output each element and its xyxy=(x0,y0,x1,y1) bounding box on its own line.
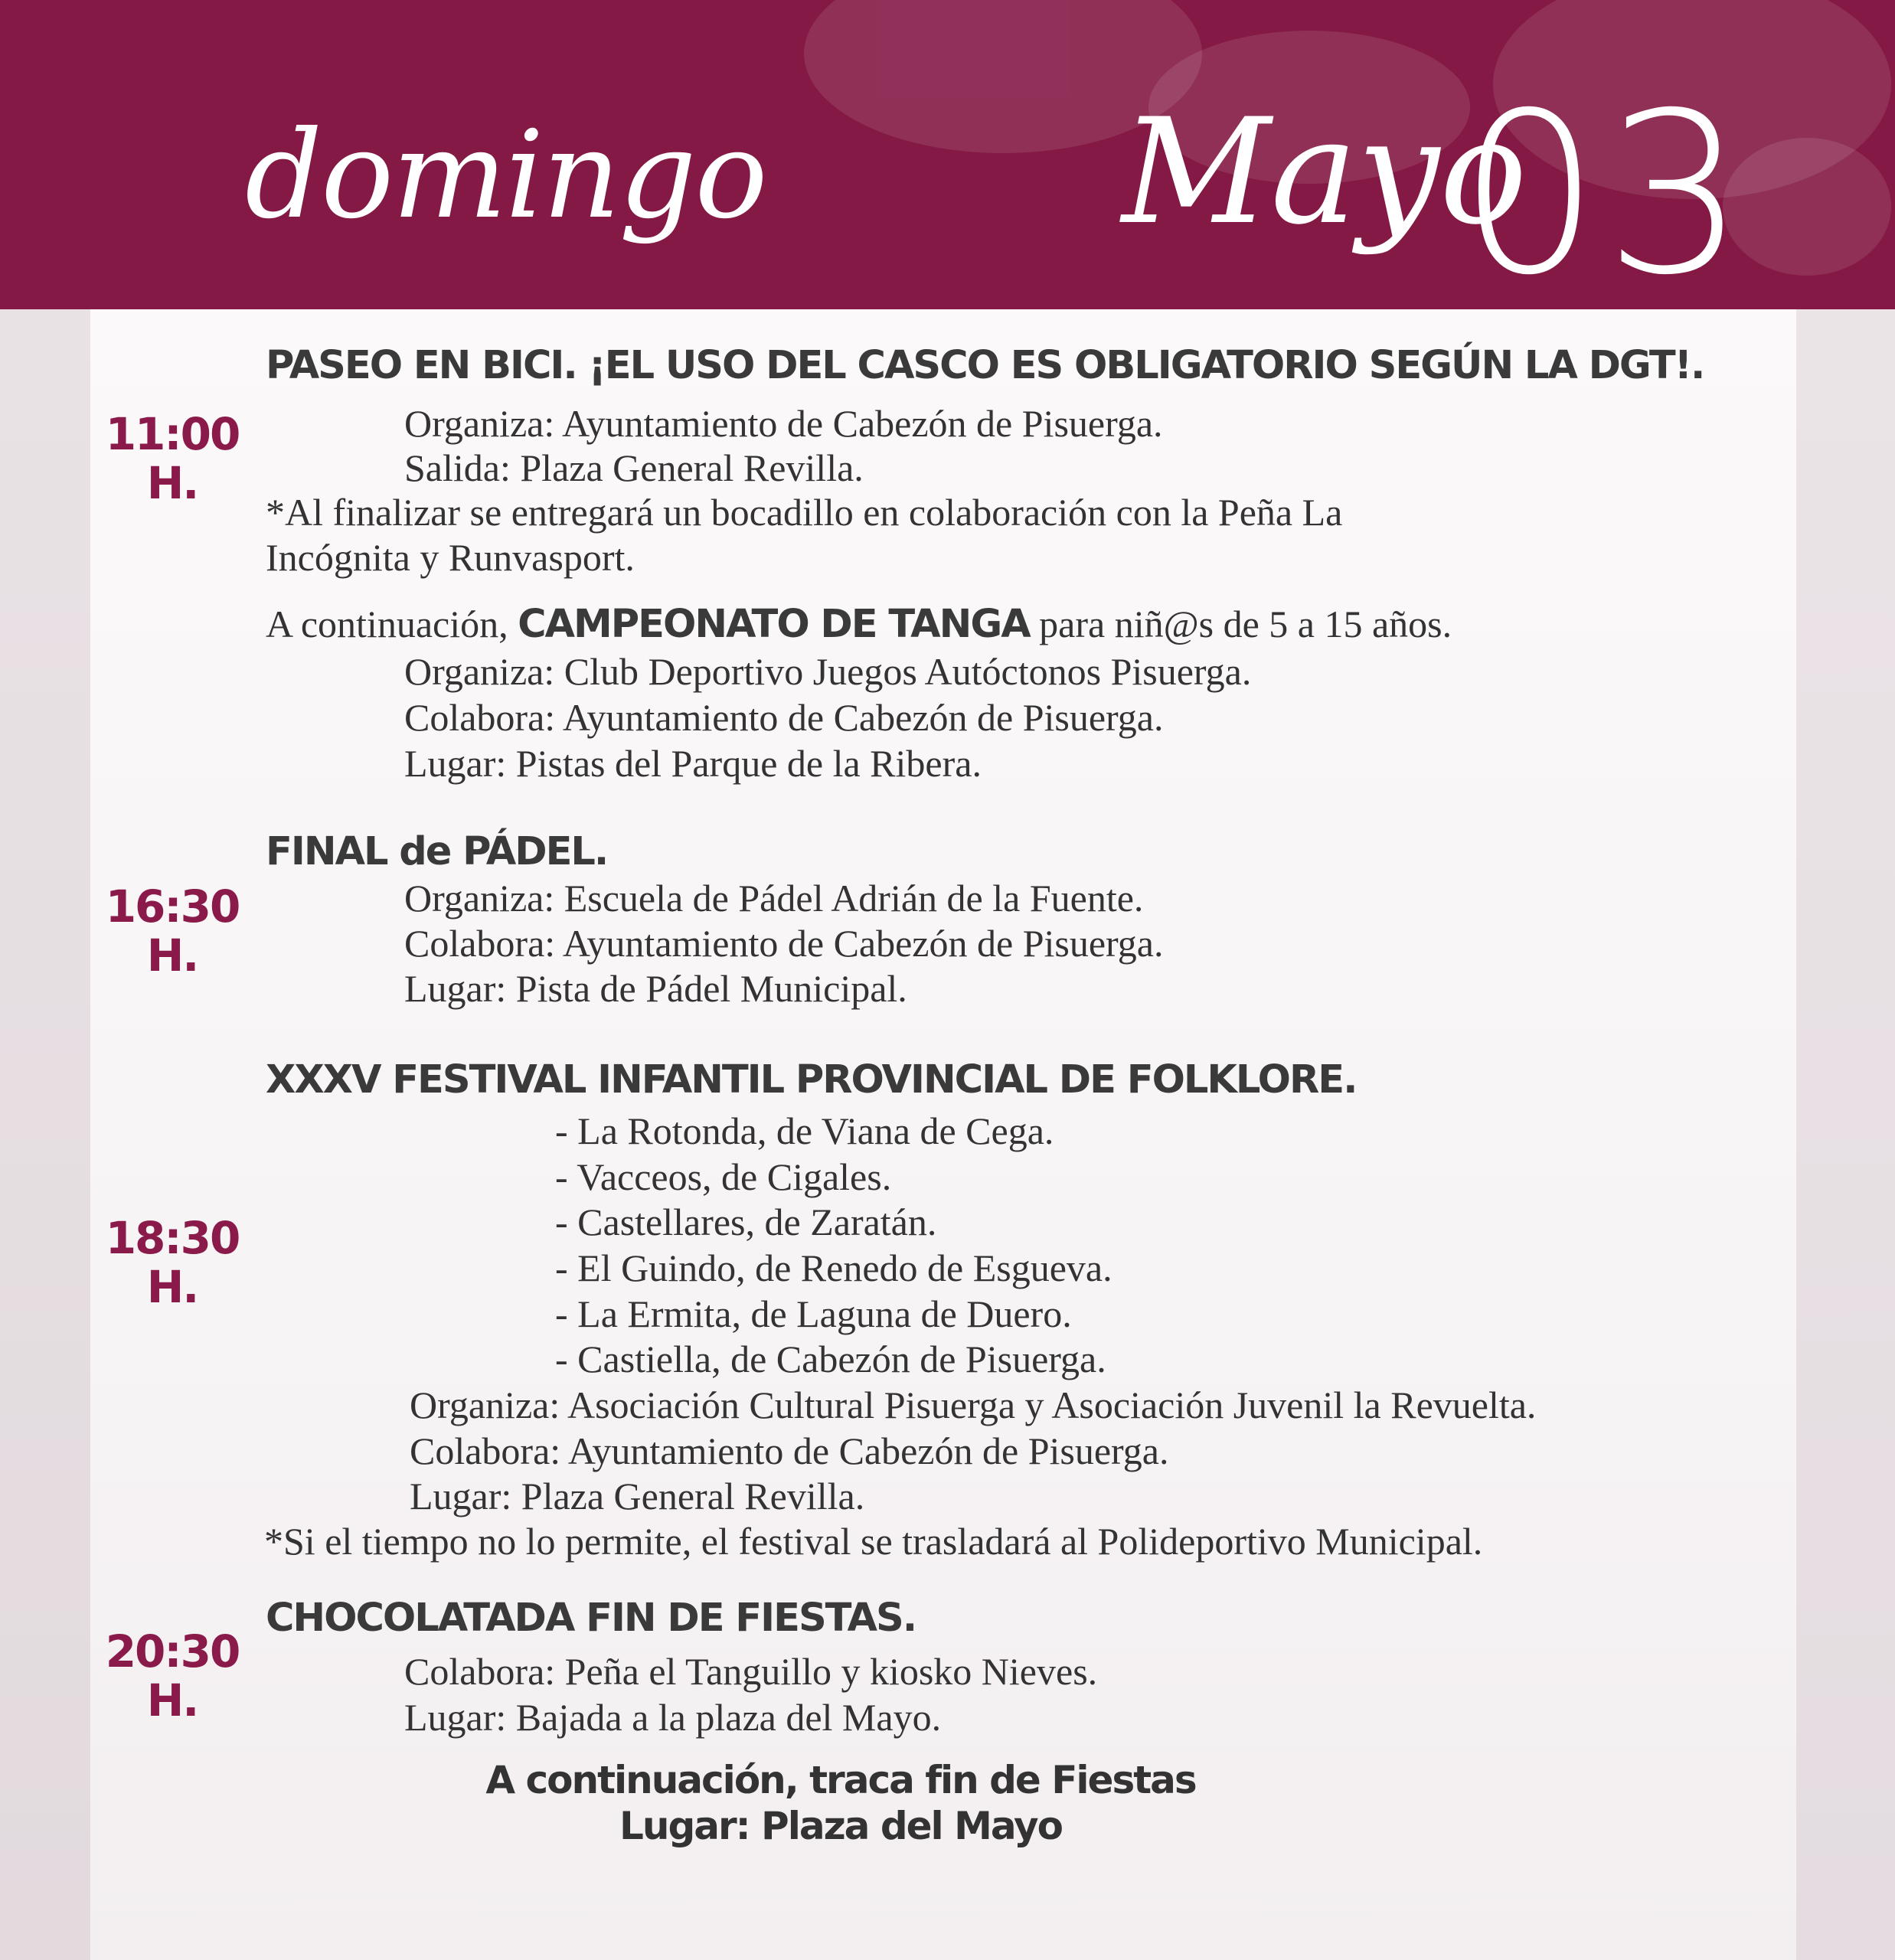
event-detail: Organiza: Ayuntamiento de Cabezón de Pisuerga. xyxy=(404,402,1163,445)
event-title: CHOCOLATADA FIN DE FIESTAS. xyxy=(266,1596,916,1641)
time-suffix: H. xyxy=(146,929,198,982)
event-detail: Lugar: Pistas del Parque de la Ribera. xyxy=(404,742,982,785)
event-time xyxy=(96,1214,249,1312)
time-value: 18:30 xyxy=(105,1212,240,1264)
month-name: Mayo xyxy=(1122,87,1527,256)
background-wash xyxy=(1796,309,1895,1960)
event-note: *Al finalizar se entregará un bocadillo en colaboración con la Peña La xyxy=(266,491,1343,534)
time-suffix: H. xyxy=(146,1261,198,1313)
event-detail: Organiza: Escuela de Pádel Adrián de la Fuente. xyxy=(404,877,1144,920)
event-detail: Colabora: Ayuntamiento de Cabezón de Pisuerga. xyxy=(410,1429,1169,1472)
event-detail: Organiza: Asociación Cultural Pisuerga y Asociación Juvenil la Revuelta. xyxy=(410,1383,1537,1426)
folklore-group: - Castiella, de Cabezón de Pisuerga. xyxy=(555,1338,1106,1380)
event-note: *Si el tiempo no lo permite, el festival se trasladará al Polideportivo Municipal. xyxy=(264,1520,1483,1563)
event-detail: Lugar: Bajada a la plaza del Mayo. xyxy=(404,1696,942,1739)
event-detail: Organiza: Club Deportivo Juegos Autóctonos Pisuerga. xyxy=(404,650,1252,693)
continuation-prefix: A continuación, xyxy=(266,603,518,645)
event-time xyxy=(96,1627,249,1725)
event-detail: Colabora: Peña el Tanguillo y kiosko Nieves. xyxy=(404,1650,1098,1693)
folklore-group: - Castellares, de Zaratán. xyxy=(555,1200,937,1243)
background-wash xyxy=(0,309,90,1960)
continuation-line xyxy=(266,602,1452,647)
event-detail: Colabora: Ayuntamiento de Cabezón de Pisuerga. xyxy=(404,922,1164,965)
event-time xyxy=(96,882,249,980)
event-title: PASEO EN BICI. ¡EL USO DEL CASCO ES OBLIGATORIO SEGÚN LA DGT!. xyxy=(266,343,1704,388)
folklore-group: - El Guindo, de Renedo de Esgueva. xyxy=(555,1246,1112,1289)
folklore-group: - La Ermita, de Laguna de Duero. xyxy=(555,1292,1072,1335)
time-value: 11:00 xyxy=(105,408,240,460)
event-detail: Colabora: Ayuntamiento de Cabezón de Pisuerga. xyxy=(404,696,1164,739)
folklore-group: - La Rotonda, de Viana de Cega. xyxy=(555,1109,1054,1152)
time-value: 16:30 xyxy=(105,880,240,933)
day-name: domingo xyxy=(245,105,766,246)
continuation-highlight: CAMPEONATO DE TANGA xyxy=(518,602,1030,647)
event-note: Incógnita y Runvasport. xyxy=(266,536,635,579)
time-suffix: H. xyxy=(146,457,198,509)
time-suffix: H. xyxy=(146,1674,198,1726)
folklore-group: - Vacceos, de Cigales. xyxy=(555,1155,892,1198)
event-detail: Lugar: Plaza General Revilla. xyxy=(410,1475,865,1517)
event-title: XXXV FESTIVAL INFANTIL PROVINCIAL DE FOLKLORE. xyxy=(266,1057,1357,1102)
day-number: 03 xyxy=(1459,66,1751,309)
event-detail: Salida: Plaza General Revilla. xyxy=(404,446,864,489)
closing-location: Lugar: Plaza del Mayo xyxy=(619,1804,1062,1848)
event-title: FINAL de PÁDEL. xyxy=(266,829,608,874)
time-value: 20:30 xyxy=(105,1625,240,1677)
closing-line: A continuación, traca fin de Fiestas xyxy=(485,1758,1196,1802)
event-detail: Lugar: Pista de Pádel Municipal. xyxy=(404,967,907,1010)
continuation-suffix: para niñ@s de 5 a 15 años. xyxy=(1029,603,1452,645)
event-time xyxy=(96,410,249,508)
header-banner xyxy=(0,0,1895,309)
